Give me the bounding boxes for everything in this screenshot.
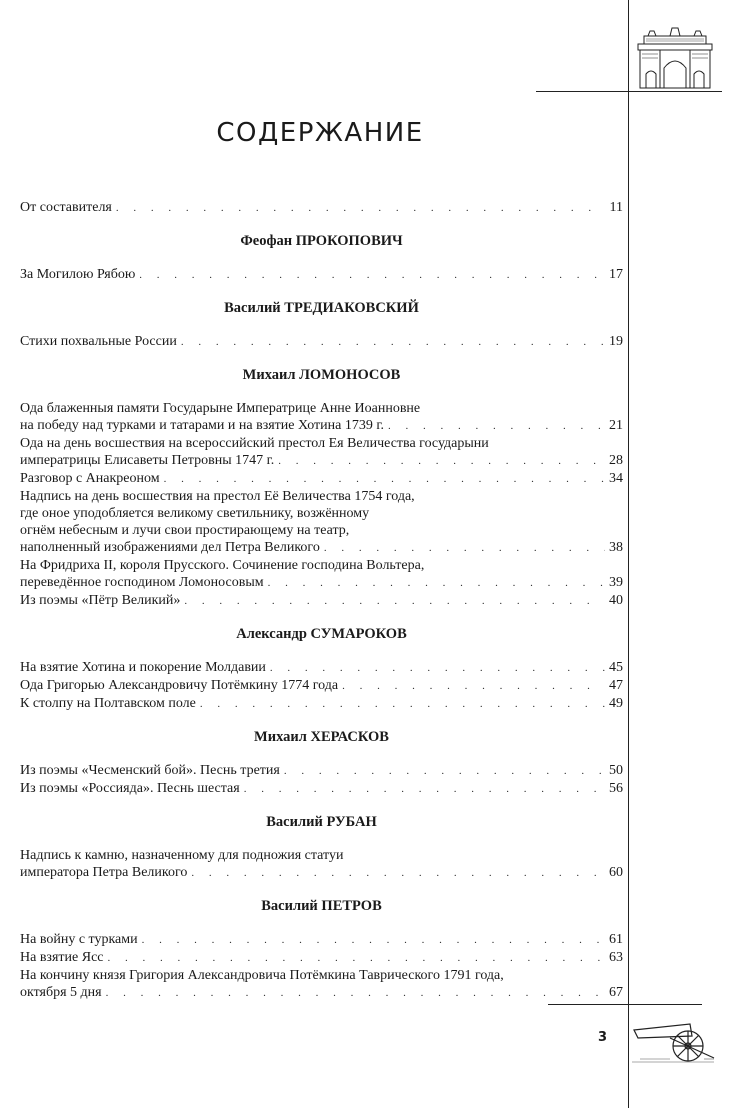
dot-leader (181, 334, 605, 351)
toc-entry[interactable] (20, 949, 623, 967)
toc-page-number: 61 (609, 932, 623, 947)
toc-entry[interactable] (20, 677, 623, 695)
toc-page-number: 11 (609, 200, 623, 215)
toc-page-number: 38 (609, 540, 623, 555)
toc-entry-text: октября 5 дня (20, 985, 102, 1000)
page-title: СОДЕРЖАНИЕ (216, 118, 424, 148)
bottom-rule (548, 1004, 702, 1005)
toc-entry-text: Ода на день восшествия на всероссийский престол Ея Величества государыни (20, 436, 489, 451)
toc-page-number: 17 (609, 267, 623, 282)
toc-entry-text: На Фридриха II, короля Прусского. Сочинение господина Вольтера, (20, 558, 425, 573)
toc-entry[interactable] (20, 780, 623, 798)
dot-leader (268, 575, 605, 592)
toc-page-number: 63 (609, 950, 623, 965)
toc-entry-text: От составителя (20, 200, 112, 215)
dot-leader (139, 267, 605, 284)
dot-leader (191, 865, 605, 882)
dot-leader (284, 763, 605, 780)
toc-page-number: 19 (609, 334, 623, 349)
toc-entry-text: на победу над турками и татарами и на взятие Хотина 1739 г. (20, 418, 385, 433)
toc-page-number: 21 (609, 418, 623, 433)
dot-leader (270, 660, 605, 677)
dot-leader (342, 678, 605, 695)
toc-page-number: 67 (609, 985, 623, 1000)
toc-entry[interactable] (20, 762, 623, 780)
toc-page-number: 34 (609, 471, 623, 486)
toc-page-number: 50 (609, 763, 623, 778)
toc-entry[interactable] (20, 659, 623, 677)
toc-page-number: 28 (609, 453, 623, 468)
cannon-icon (630, 1008, 716, 1064)
triumphal-arch-icon (634, 20, 716, 90)
toc-entry-text: Ода блаженныя памяти Государыне Императрице Анне Иоанновне (20, 401, 421, 416)
toc-entry-text: На кончину князя Григория Александровича Потёмкина Таврического 1791 года, (20, 968, 504, 983)
toc-entry[interactable] (20, 557, 623, 592)
table-of-contents (20, 199, 623, 1002)
toc-entry-text: Надпись к камню, назначенному для подножия статуи (20, 848, 344, 863)
dot-leader (116, 200, 606, 217)
toc-entry-text: Из поэмы «Чесменский бой». Песнь третия (20, 763, 280, 778)
toc-entry[interactable] (20, 488, 623, 557)
toc-entry-text: Из поэмы «Россияда». Песнь шестая (20, 781, 240, 796)
toc-entry-text: переведённое господином Ломоносовым (20, 575, 264, 590)
toc-page-number: 39 (609, 575, 623, 590)
toc-entry[interactable] (20, 199, 623, 217)
author-heading: Александр СУМАРОКОВ (236, 626, 407, 642)
dot-leader (388, 418, 605, 435)
toc-page-number: 49 (609, 696, 623, 711)
vertical-rule (628, 0, 629, 1108)
toc-entry-text: За Могилою Рябою (20, 267, 136, 282)
toc-entry-text: На войну с турками (20, 932, 138, 947)
author-heading: Михаил ЛОМОНОСОВ (242, 367, 401, 383)
author-heading: Василий ПЕТРОВ (261, 898, 382, 914)
toc-entry-text: императора Петра Великого (20, 865, 188, 880)
toc-page-number: 47 (609, 678, 623, 693)
dot-leader (200, 696, 605, 713)
toc-entry[interactable] (20, 266, 623, 284)
toc-entry-text: Ода Григорью Александровичу Потёмкину 1774 года (20, 678, 339, 693)
toc-entry[interactable] (20, 470, 623, 488)
top-rule (536, 91, 722, 92)
toc-entry[interactable] (20, 695, 623, 713)
toc-entry-text: К столпу на Полтавском поле (20, 696, 196, 711)
toc-entry-text: наполненный изображениями дел Петра Великого (20, 540, 320, 555)
toc-entry-text: огнём небесным и лучи свои простирающему на театр, (20, 523, 350, 538)
dot-leader (106, 985, 605, 1002)
toc-page-number: 45 (609, 660, 623, 675)
dot-leader (244, 781, 605, 798)
toc-entry-text: Стихи похвальные России (20, 334, 177, 349)
toc-entry-text: На взятие Хотина и покорение Молдавии (20, 660, 266, 675)
dot-leader (142, 932, 605, 949)
page-number: 3 (598, 1030, 608, 1045)
toc-entry-text: императрицы Елисаветы Петровны 1747 г. (20, 453, 275, 468)
dot-leader (184, 593, 605, 610)
toc-entry-text: На взятие Ясс (20, 950, 104, 965)
toc-page-number: 60 (609, 865, 623, 880)
toc-entry[interactable] (20, 333, 623, 351)
toc-entry[interactable] (20, 435, 623, 470)
dot-leader (108, 950, 606, 967)
toc-entry[interactable] (20, 400, 623, 435)
toc-entry-text: Из поэмы «Пётр Великий» (20, 593, 181, 608)
toc-page-number: 40 (609, 593, 623, 608)
dot-leader (164, 471, 605, 488)
author-heading: Феофан ПРОКОПОВИЧ (240, 233, 403, 249)
toc-entry-text: Разговор с Анакреоном (20, 471, 160, 486)
author-heading: Василий РУБАН (266, 814, 377, 830)
author-heading: Василий ТРЕДИАКОВСКИЙ (224, 300, 419, 316)
toc-entry-text: Надпись на день восшествия на престол Её Величества 1754 года, (20, 489, 415, 504)
author-heading: Михаил ХЕРАСКОВ (254, 729, 389, 745)
toc-entry[interactable] (20, 592, 623, 610)
toc-entry[interactable] (20, 967, 623, 1002)
toc-entry-text: где оное уподобляется великому светильнику, возжённому (20, 506, 370, 521)
toc-entry[interactable] (20, 847, 623, 882)
dot-leader (324, 540, 605, 557)
toc-entry[interactable] (20, 931, 623, 949)
dot-leader (278, 453, 605, 470)
toc-page-number: 56 (609, 781, 623, 796)
